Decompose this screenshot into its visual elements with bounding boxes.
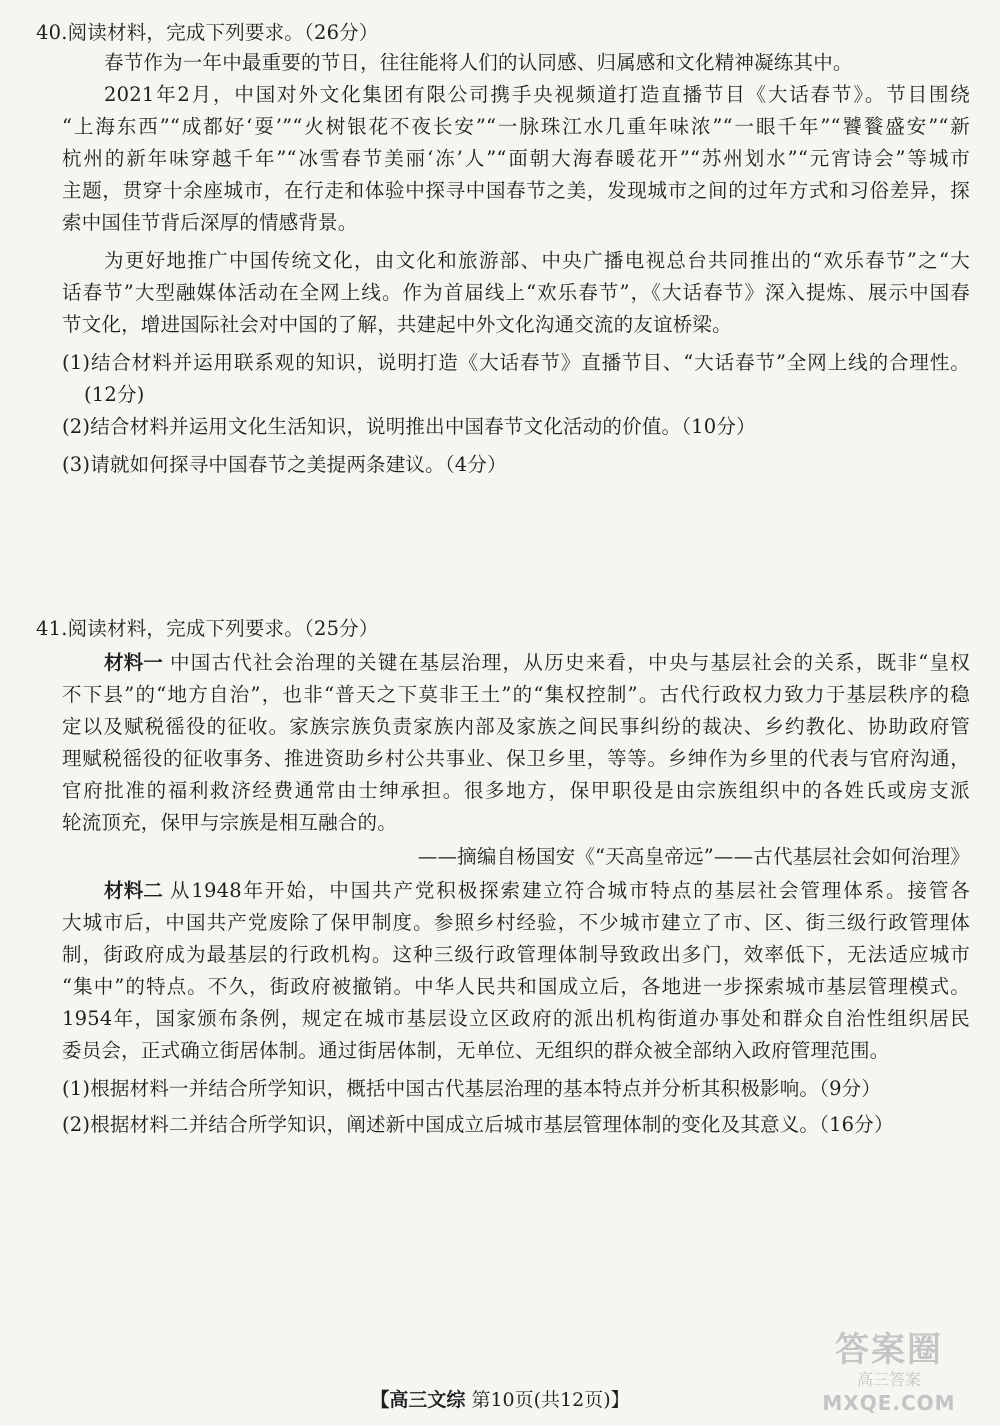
footer-subject: 【高三文综 (370, 1389, 466, 1411)
q41-material-2-label: 材料二 (104, 879, 164, 902)
q40-p2-line-3: 杭州的新年味穿越千年”“冰雪春节美丽‘冻’人”“面朝大海春暖花开”“苏州划水”“元宵诗会”等城市 (62, 147, 970, 170)
q41-m2-line-2: 大城市后，中国共产党废除了保甲制度。参照乡村经验，不少城市建立了市、区、街三级行政管理体 (62, 911, 970, 934)
q40-question-1: (1)结合材料并运用联系观的知识，说明打造《大话春节》直播节目、“大话春节”全网上线的合理性。 (62, 351, 970, 374)
q41-m2-line-3: 制，街政府成为最基层的行政机构。这种三级行政管理体制导致政出多门，效率低下，无法适应城市 (62, 943, 970, 966)
q41-material-1-source: ——摘编自杨国安《“天高皇帝远”——古代基层社会如何治理》 (417, 845, 970, 868)
q40-p2-line-2: “上海东西”“成都好‘耍’”“火树银花不夜长安”“一脉珠江水几重年味浓”“一眼千年”“饕餮盛安”“新 (62, 115, 970, 138)
q40-question-3: (3)请就如何探寻中国春节之美提两条建议。（4分） (62, 453, 507, 476)
q41-m1-line-3: 定以及赋税徭役的征收。家族宗族负责家族内部及家族之间民事纠纷的裁决、乡约教化、协助政府管 (62, 715, 970, 738)
q40-p2-line-4: 主题，贯穿十余座城市，在行走和体验中探寻中国春节之美，发现城市之间的过年方式和习俗差异，探 (62, 179, 970, 202)
q40-paragraph-1: 春节作为一年中最重要的节日，往往能将人们的认同感、归属感和文化精神凝练其中。 (104, 51, 853, 74)
q41-m2-line-5: 1954年，国家颁布条例，规定在城市基层设立区政府的派出机构街道办事处和群众自治性组织居民 (62, 1007, 970, 1030)
q41-m2-line-1: 从1948年开始，中国共产党积极探索建立符合城市特点的基层社会管理体系。接管各 (170, 879, 970, 902)
q41-header: 41.阅读材料，完成下列要求。（25分） (36, 617, 379, 640)
q41-question-2: (2)根据材料二并结合所学知识，阐述新中国成立后城市基层管理体制的变化及其意义。（16分） (62, 1113, 894, 1136)
watermark-subtitle: 高三答案 (856, 1370, 921, 1389)
q41-m2-line-4: “集中”的特点。不久，街政府被撤销。中华人民共和国成立后，各地进一步探索城市基层管理模式。 (62, 975, 970, 998)
q40-header: 40.阅读材料，完成下列要求。（26分） (36, 21, 379, 44)
q41-question-1: (1)根据材料一并结合所学知识，概括中国古代基层治理的基本特点并分析其积极影响。（9分） (62, 1077, 882, 1100)
footer-page-number: 第10页(共12页)】 (471, 1389, 630, 1411)
q40-p3-line-3: 节文化，增进国际社会对中国的了解，共建起中外文化沟通交流的友谊桥梁。 (62, 313, 732, 336)
q40-p3-line-2: 话春节”大型融媒体活动在全网上线。作为首届线上“欢乐春节”，《大话春节》深入提炼、展示中国春 (62, 281, 970, 304)
q41-m1-line-5: 官府批准的福利救济经费通常由士绅承担。很多地方，保甲职役是由宗族组织中的各姓氏或房支派 (62, 779, 970, 802)
q40-question-1-score: (12分) (84, 383, 145, 406)
q41-m1-line-6: 轮流顶充，保甲与宗族是相互融合的。 (62, 811, 397, 834)
q40-p2-line-1: 2021年2月，中国对外文化集团有限公司携手央视频道打造直播节目《大话春节》。节目围绕 (104, 83, 970, 106)
q40-question-2: (2)结合材料并运用文化生活知识，说明推出中国春节文化活动的价值。（10分） (62, 415, 756, 438)
q41-m1-line-2: 不下县”的“地方自治”，也非“普天之下莫非王土”的“集权控制”。古代行政权力致力于基层秩序的稳 (62, 683, 970, 706)
q41-material-1-label: 材料一 (104, 651, 164, 674)
watermark-url: MXQE.COM (822, 1391, 956, 1415)
q41-m1-line-4: 理赋税徭役的征收事务、推进资助乡村公共事业、保卫乡里，等等。乡绅作为乡里的代表与官府沟通， (62, 747, 970, 770)
q41-m1-line-1: 中国古代社会治理的关键在基层治理，从历史来看，中央与基层社会的关系，既非“皇权 (170, 651, 970, 674)
q40-p3-line-1: 为更好地推广中国传统文化，由文化和旅游部、中央广播电视总台共同推出的“欢乐春节”之“大 (104, 249, 970, 272)
watermark-logo: 答案圈 (835, 1330, 943, 1370)
q41-m2-line-6: 委员会，正式确立街居体制。通过街居体制，无单位、无组织的群众被全部纳入政府管理范围。 (62, 1039, 890, 1062)
q40-p2-line-5: 索中国佳节背后深厚的情感背景。 (62, 211, 358, 234)
watermark (794, 1330, 984, 1420)
